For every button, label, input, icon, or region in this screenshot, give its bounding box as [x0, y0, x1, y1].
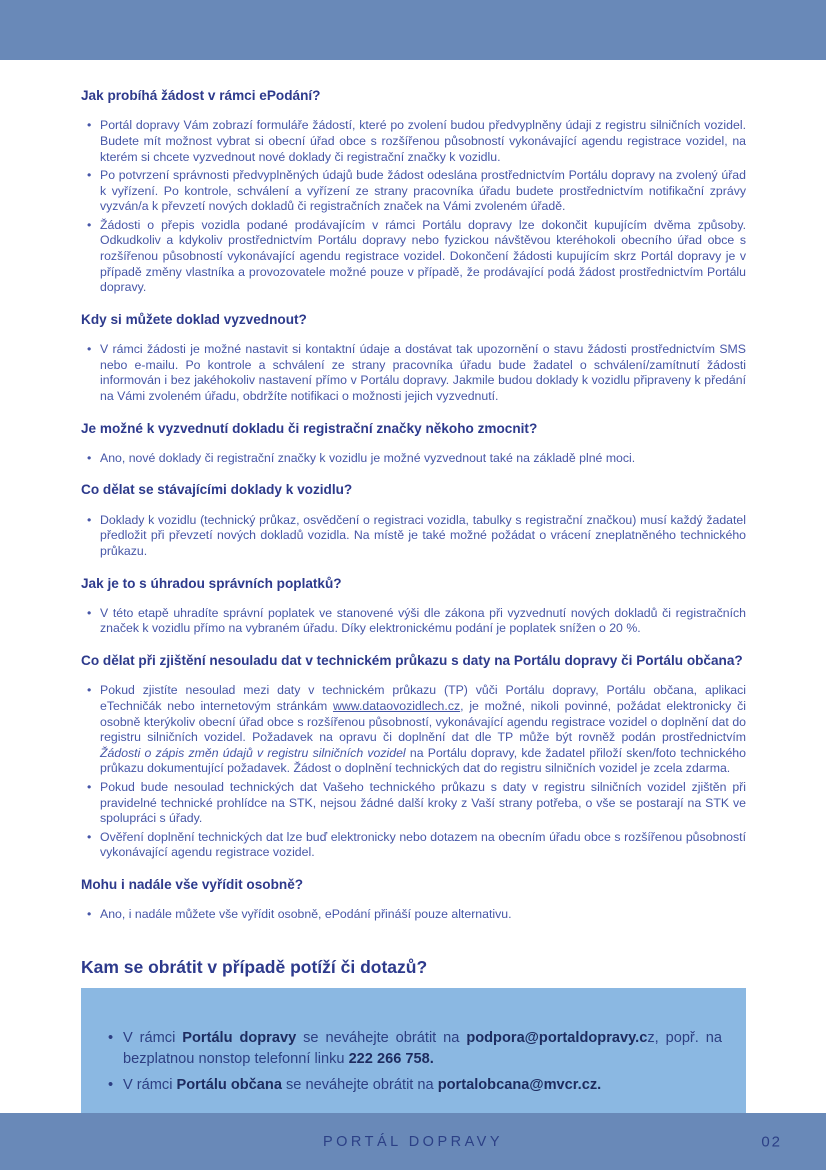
bullet-item: [81, 451, 746, 467]
faq-section: [81, 421, 746, 467]
text-segment: Portálu občana: [176, 1076, 282, 1093]
bullet-list: [81, 606, 746, 637]
text-segment: V rámci žádosti je možné nastavit si kontaktní údaje a dostávat tak upozornění o stavu žádosti prostřednictvím SMS nebo e-mailu. Po kontrole a schválení ze strany pracovníka úřadu bude žadatel o schválení/zamítnutí žádosti informován i bez jakéhokoliv nastavení přímo v Portálu dopravy. Jakmile budou doklady k vozidlu připraveny k předání na Vámi zvoleném úřadu, obdržíte notifikaci o možnosti jejich vyzvednutí.: [100, 342, 746, 403]
bullet-list: [81, 342, 746, 404]
faq-section: [81, 653, 746, 861]
top-header-bar: [0, 0, 826, 60]
bullet-item: [81, 342, 746, 404]
text-segment: Portálu dopravy: [182, 1029, 297, 1046]
section-heading: Mohu i nadále vše vyřídit osobně?: [81, 876, 304, 892]
text-segment: na Portálu dopravy, kde žadatel přiloží sken/foto technického průkazu dokumentující požadavek. Žádost o doplnění technických dat do registru silničních vozidel je zcela zdarma.: [100, 745, 746, 776]
bullet-list: [81, 118, 746, 296]
section-heading: Jak je to s úhradou správních poplatků?: [81, 575, 342, 591]
section-heading: Jak probíhá žádost v rámci ePodání?: [81, 88, 321, 103]
bullet-list: [81, 513, 746, 560]
email-portalobcana: portalobcana@mvcr.cz.: [437, 1076, 602, 1093]
text-segment: Pokud bude nesoulad technických dat Vašeho technického průkazu s daty v registru silničních vozidel zjištěn při pravidelné technické prohlídce na STK, nejsou žádné další kroky z Vaší strany potřeba, o vše se postarají na STK ve spolupráci s úřady.: [100, 779, 746, 826]
bullet-item: [101, 1075, 722, 1096]
bullet-item: [81, 830, 746, 861]
text-segment: Žádosti o přepis vozidla podané prodávajícím v rámci Portálu dopravy lze dokončit kupujícím dvěma způsoby. Odkudkoliv a kdykoliv prostřednictvím Portálu dopravy nebo fyzickou návštěvou kteréhokoli obecního úřad obce s rozšířenou působností vykonávající agendu registrace vozidel. Dokončení žádosti kupujícím skrz Portál dopravy je v případě změny vlastníka a provozovatele možné pouze v případě, že prodávající podá žádost prostřednictvím Portálu dopravy.: [100, 217, 746, 295]
text-segment: Ano, i nadále můžete vše vyřídit osobně, ePodání přináší pouze alternativu.: [100, 907, 512, 922]
faq-section: [81, 482, 746, 559]
text-segment: Ano, nové doklady či registrační značky k vozidlu je možné vyzvednout také na základě plné moci.: [100, 450, 636, 465]
bullet-item: [81, 168, 746, 215]
text-segment: Žádosti o zápis změn údajů v registru silničních vozidel: [100, 745, 406, 760]
document-body: [0, 60, 826, 1135]
bullet-item: [81, 118, 746, 165]
text-segment: Portál dopravy Vám zobrazí formuláře žádostí, které po zvolení budou předvyplněny údaji z registru silničních vozidel. Budete mít možnost vybrat si obecní úřad obce s rozšířenou působností vykonávající agendu registrace vozidel, na kterém si chcete vyzvednout nové doklady či registrační značky k vozidlu.: [100, 118, 746, 164]
section-heading: Kdy si můžete doklad vyzvednout?: [81, 311, 307, 327]
contact-section-title: Kam se obrátit v případě potíží či dotazů?: [81, 956, 428, 977]
faq-section: [81, 576, 746, 638]
text-segment: Ověření doplnění technických dat lze buď elektronicky nebo dotazem na obecním úřadu obce s rozšířenou působností vykonávající agendu registrace vozidel.: [100, 829, 746, 860]
email-podpora-portaldopravy: podpora@portaldopravy.c: [466, 1029, 648, 1046]
text-segment: se neváhejte obrátit na: [296, 1029, 467, 1046]
link-dataovozidlech[interactable]: www.dataovozidlech.cz: [332, 698, 461, 713]
text-segment: V rámci: [123, 1076, 177, 1093]
bullet-list: [81, 451, 746, 467]
bullet-item: [81, 513, 746, 560]
faq-section: [81, 312, 746, 405]
phone-number: 222 266 758.: [348, 1050, 434, 1067]
bullet-item: [81, 683, 746, 777]
bullet-list: [81, 907, 746, 923]
faq-section: [81, 88, 746, 296]
bullet-item: [81, 606, 746, 637]
bullet-item: [101, 1028, 722, 1070]
text-segment: , je možné, nikoli povinné, požádat elektronicky či osobně kterýkoliv obecní úřad obce s rozšířenou působností, vykonávající agendu registrace vozidel o doplnění dat do registru silničních vozidel. Požadavek na opravu či doplnění dat dle TP může být rovněž podán prostřednictvím: [100, 698, 746, 745]
text-segment: z, popř. na bezplatnou nonstop telefonní linku: [123, 1029, 722, 1067]
text-segment: se neváhejte obrátit na: [281, 1076, 438, 1093]
section-heading: Co dělat se stávajícími doklady k vozidlu?: [81, 482, 353, 498]
bullet-list: [81, 683, 746, 861]
footer-title: PORTÁL DOPRAVY: [322, 1133, 504, 1150]
section-heading: Je možné k vyzvednutí dokladu či registrační značky někoho zmocnit?: [81, 420, 538, 436]
contact-bullet-list: [101, 1028, 722, 1096]
text-segment: V této etapě uhradíte správní poplatek ve stanovené výši dle zákona při vyzvednutí nových dokladů či registračních značek k vozidlu přímo na vybraném úřadu. Díky elektronickému podání je poplatek snížen o 20 %.: [100, 605, 746, 636]
faq-section: [81, 877, 746, 923]
bullet-item: [81, 907, 746, 923]
faq-sections: [81, 88, 746, 923]
section-heading: Co dělat při zjištění nesouladu dat v technickém průkazu s daty na Portálu dopravy či Portálu občana?: [81, 653, 743, 669]
bullet-item: [81, 218, 746, 296]
text-segment: Doklady k vozidlu (technický průkaz, osvědčení o registraci vozidla, tabulky s registrační značkou) musí každý žadatel předložit při převzetí nových dokladů vozidla. Na místě je také možné požádat o vrácení zneplatněného technického průkazu.: [100, 512, 746, 558]
page-number: 02: [761, 1133, 782, 1150]
footer-bar: [0, 1113, 826, 1170]
text-segment: Po potvrzení správnosti předvyplněných údajů bude žádost odeslána prostřednictvím Portálu dopravy na zvolený úřad k vyřízení. Po kontrole, schválení a vyřízení ze strany pracovníka úřadu budete prostřednictvím notifikační zprávy vyzván/a k převzetí nových dokladů či registračních značek na Vámi zvoleném úřadě.: [100, 168, 746, 214]
text-segment: Pokud zjistíte nesoulad mezi daty v technickém průkazu (TP) vůči Portálu dopravy, Portálu občana, aplikaci eTechničák nebo internetovým stránkám: [100, 683, 746, 713]
bullet-item: [81, 780, 746, 827]
text-segment: V rámci: [123, 1029, 183, 1046]
